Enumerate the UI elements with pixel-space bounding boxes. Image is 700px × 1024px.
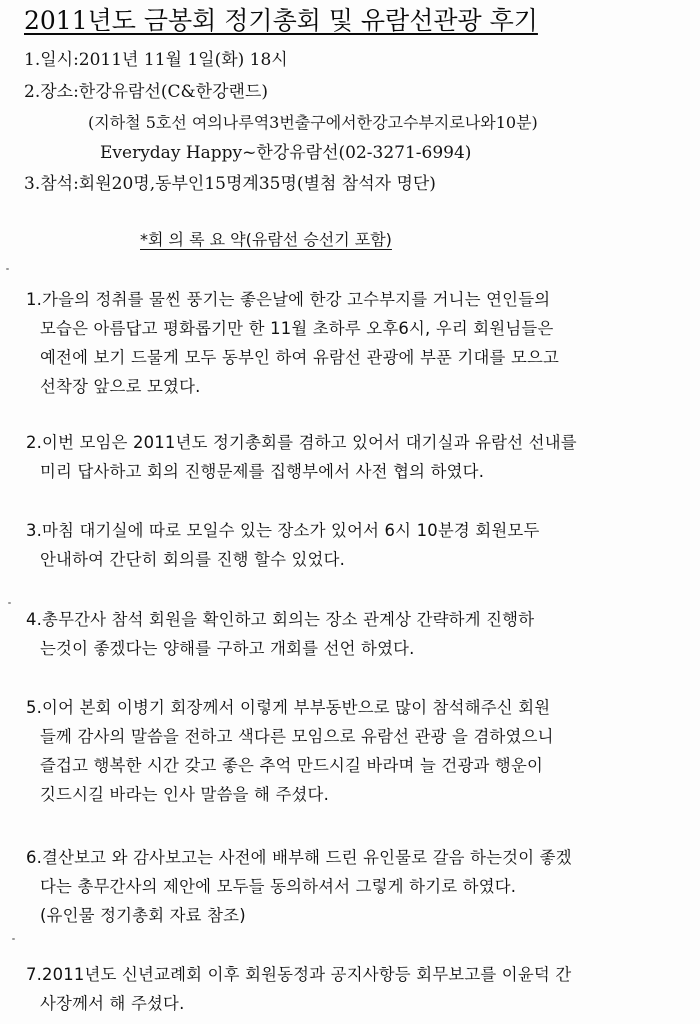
info-place: 2.장소:한강유람선(C&한강랜드) bbox=[24, 82, 268, 102]
document-title: 2011년도 금봉회 정기총회 및 유람선관광 후기 bbox=[24, 6, 538, 35]
paragraph-4 bbox=[26, 605, 676, 663]
paragraph-line: 들께 감사의 말씀을 전하고 색다른 모임으로 유람선 관광 을 겸하였으니 bbox=[40, 727, 554, 746]
paragraph-line: 선착장 앞으로 모였다. bbox=[40, 377, 201, 396]
paragraph-5 bbox=[26, 693, 676, 809]
paragraph-line: 3.마침 대기실에 따로 모일수 있는 장소가 있어서 6시 10분경 회원모두 bbox=[26, 521, 540, 540]
info-date: 1.일시:2011년 11월 1일(화) 18시 bbox=[24, 50, 288, 70]
paragraph-line: 4.총무간사 참석 회원을 확인하고 회의는 장소 관계상 간략하게 진행하 bbox=[26, 610, 535, 629]
paragraph-3 bbox=[26, 516, 676, 574]
paragraph-line: 사장께서 해 주셨다. bbox=[40, 994, 185, 1013]
paragraph-line: 6.결산보고 와 감사보고는 사전에 배부해 드린 유인물로 갈음 하는것이 좋겠 bbox=[26, 848, 572, 867]
summary-heading: *회 의 록 요 약(유람선 승선기 포함) bbox=[140, 230, 392, 249]
info-contact: Everyday Happy~한강유람선(02-3271-6994) bbox=[100, 143, 472, 163]
paragraph-line: 는것이 좋겠다는 양해를 구하고 개회를 선언 하였다. bbox=[40, 639, 415, 658]
scan-speck bbox=[8, 602, 11, 604]
paragraph-line: 다는 총무간사의 제안에 모두들 동의하셔서 그렇게 하기로 하였다. bbox=[40, 877, 517, 896]
paragraph-line: 미리 답사하고 회의 진행문제를 집행부에서 사전 협의 하였다. bbox=[40, 462, 485, 481]
paragraph-line: 안내하여 간단히 회의를 진행 할수 있었다. bbox=[40, 550, 346, 569]
scan-speck bbox=[6, 268, 9, 270]
paragraph-line: (유인물 정기총회 자료 참조) bbox=[40, 906, 246, 925]
paragraph-line: 7.2011년도 신년교례회 이후 회원동정과 공지사항등 회무보고를 이윤덕 간 bbox=[26, 965, 572, 984]
paragraph-7 bbox=[26, 960, 676, 1018]
info-directions: (지하철 5호선 여의나루역3번출구에서한강고수부지로나와10분) bbox=[88, 113, 538, 132]
paragraph-line: 깃드시길 바라는 인사 말씀을 해 주셨다. bbox=[40, 785, 329, 804]
paragraph-line: 예전에 보기 드물게 모두 동부인 하여 유람선 관광에 부푼 기대를 모으고 bbox=[40, 348, 560, 367]
paragraph-line: 1.가을의 정취를 물씬 풍기는 좋은날에 한강 고수부지를 거니는 연인들의 bbox=[26, 290, 551, 309]
paragraph-6 bbox=[26, 843, 676, 930]
paragraph-line: 즐겁고 행복한 시간 갖고 좋은 추억 만드시길 바라며 늘 건광과 행운이 bbox=[40, 756, 544, 775]
info-attendance: 3.참석:회원20명,동부인15명계35명(별첨 참석자 명단) bbox=[24, 174, 436, 194]
paragraph-2 bbox=[26, 428, 676, 486]
paragraph-line: 2.이번 모임은 2011년도 정기총회를 겸하고 있어서 대기실과 유람선 선내를 bbox=[26, 433, 577, 452]
paragraph-line: 5.이어 본회 이병기 회장께서 이렇게 부부동반으로 많이 참석해주신 회원 bbox=[26, 698, 551, 717]
paragraph-line: 모습은 아름답고 평화롭기만 한 11월 초하루 오후6시, 우리 회원님들은 bbox=[40, 319, 554, 338]
scan-speck bbox=[12, 938, 15, 940]
paragraph-1 bbox=[26, 285, 676, 401]
